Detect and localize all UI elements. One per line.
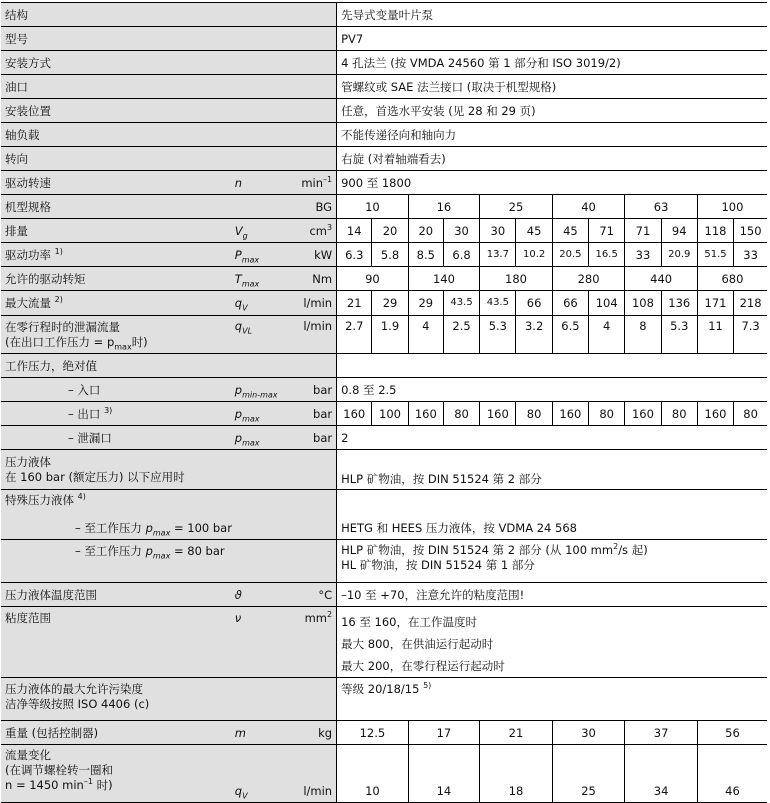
label-weight: 重量 (包括控制器)	[1, 721, 231, 745]
drive-power-cell: 6.8	[443, 243, 479, 267]
leakage-cell: 3.2	[516, 316, 552, 354]
leakage-cell: 1.9	[372, 316, 408, 354]
pressure-outlet-cell: 160	[552, 402, 588, 426]
label-structure: 结构	[1, 3, 337, 27]
value-shaft-load: 不能传递径向和轴向力	[337, 123, 767, 147]
pressure-outlet-cell: 80	[443, 402, 479, 426]
leakage-cell: 8	[625, 316, 661, 354]
row-rotation	[1, 147, 767, 171]
displacement-cell: 20	[408, 219, 443, 243]
row-viscosity	[1, 607, 767, 678]
row-max-flow	[1, 291, 767, 316]
value-mounting: 4 孔法兰 (按 VMDA 24560 第 1 部分和 ISO 3019/2)	[337, 51, 767, 75]
max-flow-cell: 108	[625, 291, 661, 316]
weight-cell: 30	[552, 721, 625, 745]
torque-cell: 140	[408, 267, 480, 291]
row-displacement	[1, 219, 767, 243]
row-pressure-drain	[1, 426, 767, 450]
label-contamination: 压力液体的最大允许污染度 洁净等级按照 ISO 4406 (c)	[1, 678, 337, 721]
displacement-cell: 30	[480, 219, 516, 243]
size-cell: 16	[408, 195, 480, 219]
max-flow-cell: 171	[697, 291, 733, 316]
pressure-outlet-cell: 160	[408, 402, 443, 426]
displacement-cell: 30	[443, 219, 479, 243]
value-viscosity: 16 至 160，在工作温度时 最大 800，在供油运行起动时 最大 200，在零行程运行起动时	[337, 607, 767, 678]
max-flow-cell: 29	[408, 291, 443, 316]
unit-flow-change: l/min	[279, 745, 336, 803]
label-temperature: 压力液体温度范围	[1, 583, 231, 607]
symbol-pressure-inlet: $p_{min-max}$	[231, 378, 279, 402]
row-shaft-load	[1, 123, 767, 147]
flow-change-cell: 14	[408, 745, 480, 803]
row-ports	[1, 75, 767, 99]
size-cell: 100	[697, 195, 767, 219]
symbol-pressure-drain: $p_{max}$	[231, 426, 279, 450]
label-displacement: 排量	[1, 219, 231, 243]
drive-power-cell: 20.5	[552, 243, 588, 267]
row-temperature	[1, 583, 767, 607]
row-drive-power	[1, 243, 767, 267]
row-weight	[1, 721, 767, 745]
leakage-cell: 11	[697, 316, 733, 354]
flow-change-cell: 25	[552, 745, 625, 803]
leakage-cell: 2.7	[337, 316, 372, 354]
torque-cell: 440	[625, 267, 698, 291]
drive-power-cell: 51.5	[697, 243, 733, 267]
value-special-fluid-80: HLP 矿物油，按 DIN 51524 第 2 部分 (从 100 $mm^2/s$ 起) HL 矿物油，按 DIN 51524 第 1 部分	[337, 540, 767, 583]
value-pressure-inlet: 0.8 至 2.5	[337, 378, 767, 402]
value-contamination: 等级 20/18/15 $^{5)}$	[337, 678, 767, 721]
unit-pressure-outlet: bar	[279, 402, 336, 426]
unit-drive-power: kW	[279, 243, 336, 267]
pressure-outlet-cell: 160	[337, 402, 372, 426]
row-install	[1, 99, 767, 123]
drive-power-cell: 33	[625, 243, 661, 267]
spec-table	[1, 2, 767, 803]
label-model: 型号	[1, 27, 337, 51]
pressure-outlet-cell: 160	[697, 402, 733, 426]
label-pressure-outlet: – 出口 $^{3)}$	[1, 402, 231, 426]
drive-power-cell: 10.2	[516, 243, 552, 267]
max-flow-cell: 104	[589, 291, 625, 316]
symbol-drive-speed: n	[231, 171, 279, 195]
label-pressure-drain: – 泄漏口	[1, 426, 231, 450]
row-mounting	[1, 51, 767, 75]
weight-cell: 17	[408, 721, 480, 745]
value-install: 任意，首选水平安装 (见 28 和 29 页)	[337, 99, 767, 123]
row-special-fluid-80	[1, 540, 767, 583]
drive-power-cell: 6.3	[337, 243, 372, 267]
label-special-fluid-80: – 至工作压力 $p_{max} = 80$ bar	[1, 540, 337, 583]
unit-leakage: l/min	[279, 316, 336, 354]
displacement-cell: 14	[337, 219, 372, 243]
row-special-fluid-100	[1, 517, 767, 540]
label-working-pressure: 工作压力，绝对值	[1, 354, 337, 378]
label-flow-change: 流量变化 (在调节螺栓转一圈和 n = 1450 $\min^{-1}$ 时)	[1, 745, 231, 803]
symbol-temperature: ϑ	[231, 583, 279, 607]
flow-change-cell: 34	[625, 745, 698, 803]
weight-cell: 21	[480, 721, 553, 745]
row-torque	[1, 267, 767, 291]
displacement-cell: 45	[516, 219, 552, 243]
torque-cell: 680	[697, 267, 767, 291]
value-temperature: –10 至 +70，注意允许的粘度范围!	[337, 583, 767, 607]
flow-change-cell: 10	[337, 745, 409, 803]
leakage-cell: 4	[589, 316, 625, 354]
torque-cell: 280	[552, 267, 625, 291]
label-drive-speed: 驱动转速	[1, 171, 231, 195]
drive-power-cell: 5.8	[372, 243, 408, 267]
displacement-cell: 118	[697, 219, 733, 243]
label-pressure-inlet: – 入口	[1, 378, 231, 402]
leakage-cell: 5.3	[661, 316, 697, 354]
symbol-viscosity: ν	[231, 607, 279, 678]
size-cell: 25	[480, 195, 553, 219]
unit-viscosity: $mm^2$	[279, 607, 336, 678]
pressure-outlet-cell: 80	[734, 402, 767, 426]
row-pressure-outlet	[1, 402, 767, 426]
row-drive-speed	[1, 171, 767, 195]
weight-cell: 37	[625, 721, 698, 745]
leakage-cell: 7.3	[734, 316, 767, 354]
drive-power-cell: 20.9	[661, 243, 697, 267]
label-leakage: 在零行程时的泄漏流量 (在出口工作压力 = $p_{max}$时)	[1, 316, 231, 354]
unit-weight: kg	[279, 721, 336, 745]
symbol-pressure-outlet: $p_{max}$	[231, 402, 279, 426]
value-fluid: HLP 矿物油，按 DIN 51524 第 2 部分	[337, 450, 767, 490]
row-leakage	[1, 316, 767, 354]
row-contamination	[1, 678, 767, 721]
max-flow-cell: 218	[734, 291, 767, 316]
unit-pressure-inlet: bar	[279, 378, 336, 402]
size-cell: 40	[552, 195, 625, 219]
pressure-outlet-cell: 80	[589, 402, 625, 426]
value-special-fluid-100: HETG 和 HEES 压力液体，按 VDMA 24 568	[337, 517, 767, 540]
label-max-flow: 最大流量 $^{2)}$	[1, 291, 231, 316]
max-flow-cell: 136	[661, 291, 697, 316]
size-cell: 63	[625, 195, 698, 219]
drive-power-cell: 8.5	[408, 243, 443, 267]
leakage-cell: 5.3	[480, 316, 516, 354]
label-size: 机型规格	[1, 195, 231, 219]
unit-max-flow: l/min	[279, 291, 336, 316]
size-cell: 10	[337, 195, 409, 219]
label-torque: 允许的驱动转矩	[1, 267, 231, 291]
value-ports: 管螺纹或 SAE 法兰接口 (取决于机型规格)	[337, 75, 767, 99]
row-structure	[1, 3, 767, 27]
displacement-cell: 20	[372, 219, 408, 243]
drive-power-cell: 33	[734, 243, 767, 267]
leakage-cell: 6.5	[552, 316, 588, 354]
row-pressure-inlet	[1, 378, 767, 402]
weight-cell: 56	[697, 721, 767, 745]
torque-cell: 180	[480, 267, 553, 291]
label-ports: 油口	[1, 75, 337, 99]
row-size	[1, 195, 767, 219]
flow-change-cell: 46	[697, 745, 767, 803]
symbol-drive-power: $P_{max}$	[231, 243, 279, 267]
pressure-outlet-cell: 160	[625, 402, 661, 426]
unit-displacement: $cm^3$	[279, 219, 336, 243]
label-fluid: 压力液体 在 160 bar (额定压力) 以下应用时	[1, 450, 337, 490]
symbol-max-flow: $q_V$	[231, 291, 279, 316]
label-install: 安装位置	[1, 99, 337, 123]
row-special-fluid	[1, 490, 767, 518]
symbol-leakage: $q_{VL}$	[231, 316, 279, 354]
label-mounting: 安装方式	[1, 51, 337, 75]
pressure-outlet-cell: 100	[372, 402, 408, 426]
pressure-outlet-cell: 80	[661, 402, 697, 426]
label-drive-power: 驱动功率 $^{1)}$	[1, 243, 231, 267]
unit-pressure-drain: bar	[279, 426, 336, 450]
label-rotation: 转向	[1, 147, 337, 171]
value-drive-speed: 900 至 1800	[337, 171, 767, 195]
row-working-pressure	[1, 354, 767, 378]
displacement-cell: 71	[625, 219, 661, 243]
pressure-outlet-cell: 160	[480, 402, 516, 426]
max-flow-cell: 43.5	[443, 291, 479, 316]
max-flow-cell: 43.5	[480, 291, 516, 316]
unit-temperature: °C	[279, 583, 336, 607]
displacement-cell: 45	[552, 219, 588, 243]
max-flow-cell: 66	[516, 291, 552, 316]
value-rotation: 右旋 (对着轴端看去)	[337, 147, 767, 171]
leakage-cell: 2.5	[443, 316, 479, 354]
row-flow-change	[1, 745, 767, 803]
unit-drive-speed: $\min^{-1}$	[279, 171, 336, 195]
displacement-cell: 150	[734, 219, 767, 243]
value-pressure-drain: 2	[337, 426, 767, 450]
drive-power-cell: 16.5	[589, 243, 625, 267]
value-model: PV7	[337, 27, 767, 51]
weight-cell: 12.5	[337, 721, 409, 745]
row-fluid	[1, 450, 767, 490]
label-special-fluid-100: – 至工作压力 $p_{max} = 100$ bar	[1, 517, 337, 540]
unit-torque: Nm	[279, 267, 336, 291]
displacement-cell: 94	[661, 219, 697, 243]
unit-size: BG	[279, 195, 336, 219]
max-flow-cell: 29	[372, 291, 408, 316]
label-special-fluid: 特殊压力液体 $^{4)}$	[1, 490, 337, 518]
symbol-flow-change: $q_V$	[231, 745, 279, 803]
row-model	[1, 27, 767, 51]
torque-cell: 90	[337, 267, 409, 291]
pressure-outlet-cell: 80	[516, 402, 552, 426]
displacement-cell: 71	[589, 219, 625, 243]
label-shaft-load: 轴负载	[1, 123, 337, 147]
flow-change-cell: 18	[480, 745, 553, 803]
symbol-weight: m	[231, 721, 279, 745]
leakage-cell: 4	[408, 316, 443, 354]
max-flow-cell: 21	[337, 291, 372, 316]
symbol-displacement: $V_g$	[231, 219, 279, 243]
label-viscosity: 粘度范围	[1, 607, 231, 678]
value-structure: 先导式变量叶片泵	[337, 3, 767, 27]
max-flow-cell: 66	[552, 291, 588, 316]
drive-power-cell: 13.7	[480, 243, 516, 267]
symbol-torque: $T_{max}$	[231, 267, 279, 291]
